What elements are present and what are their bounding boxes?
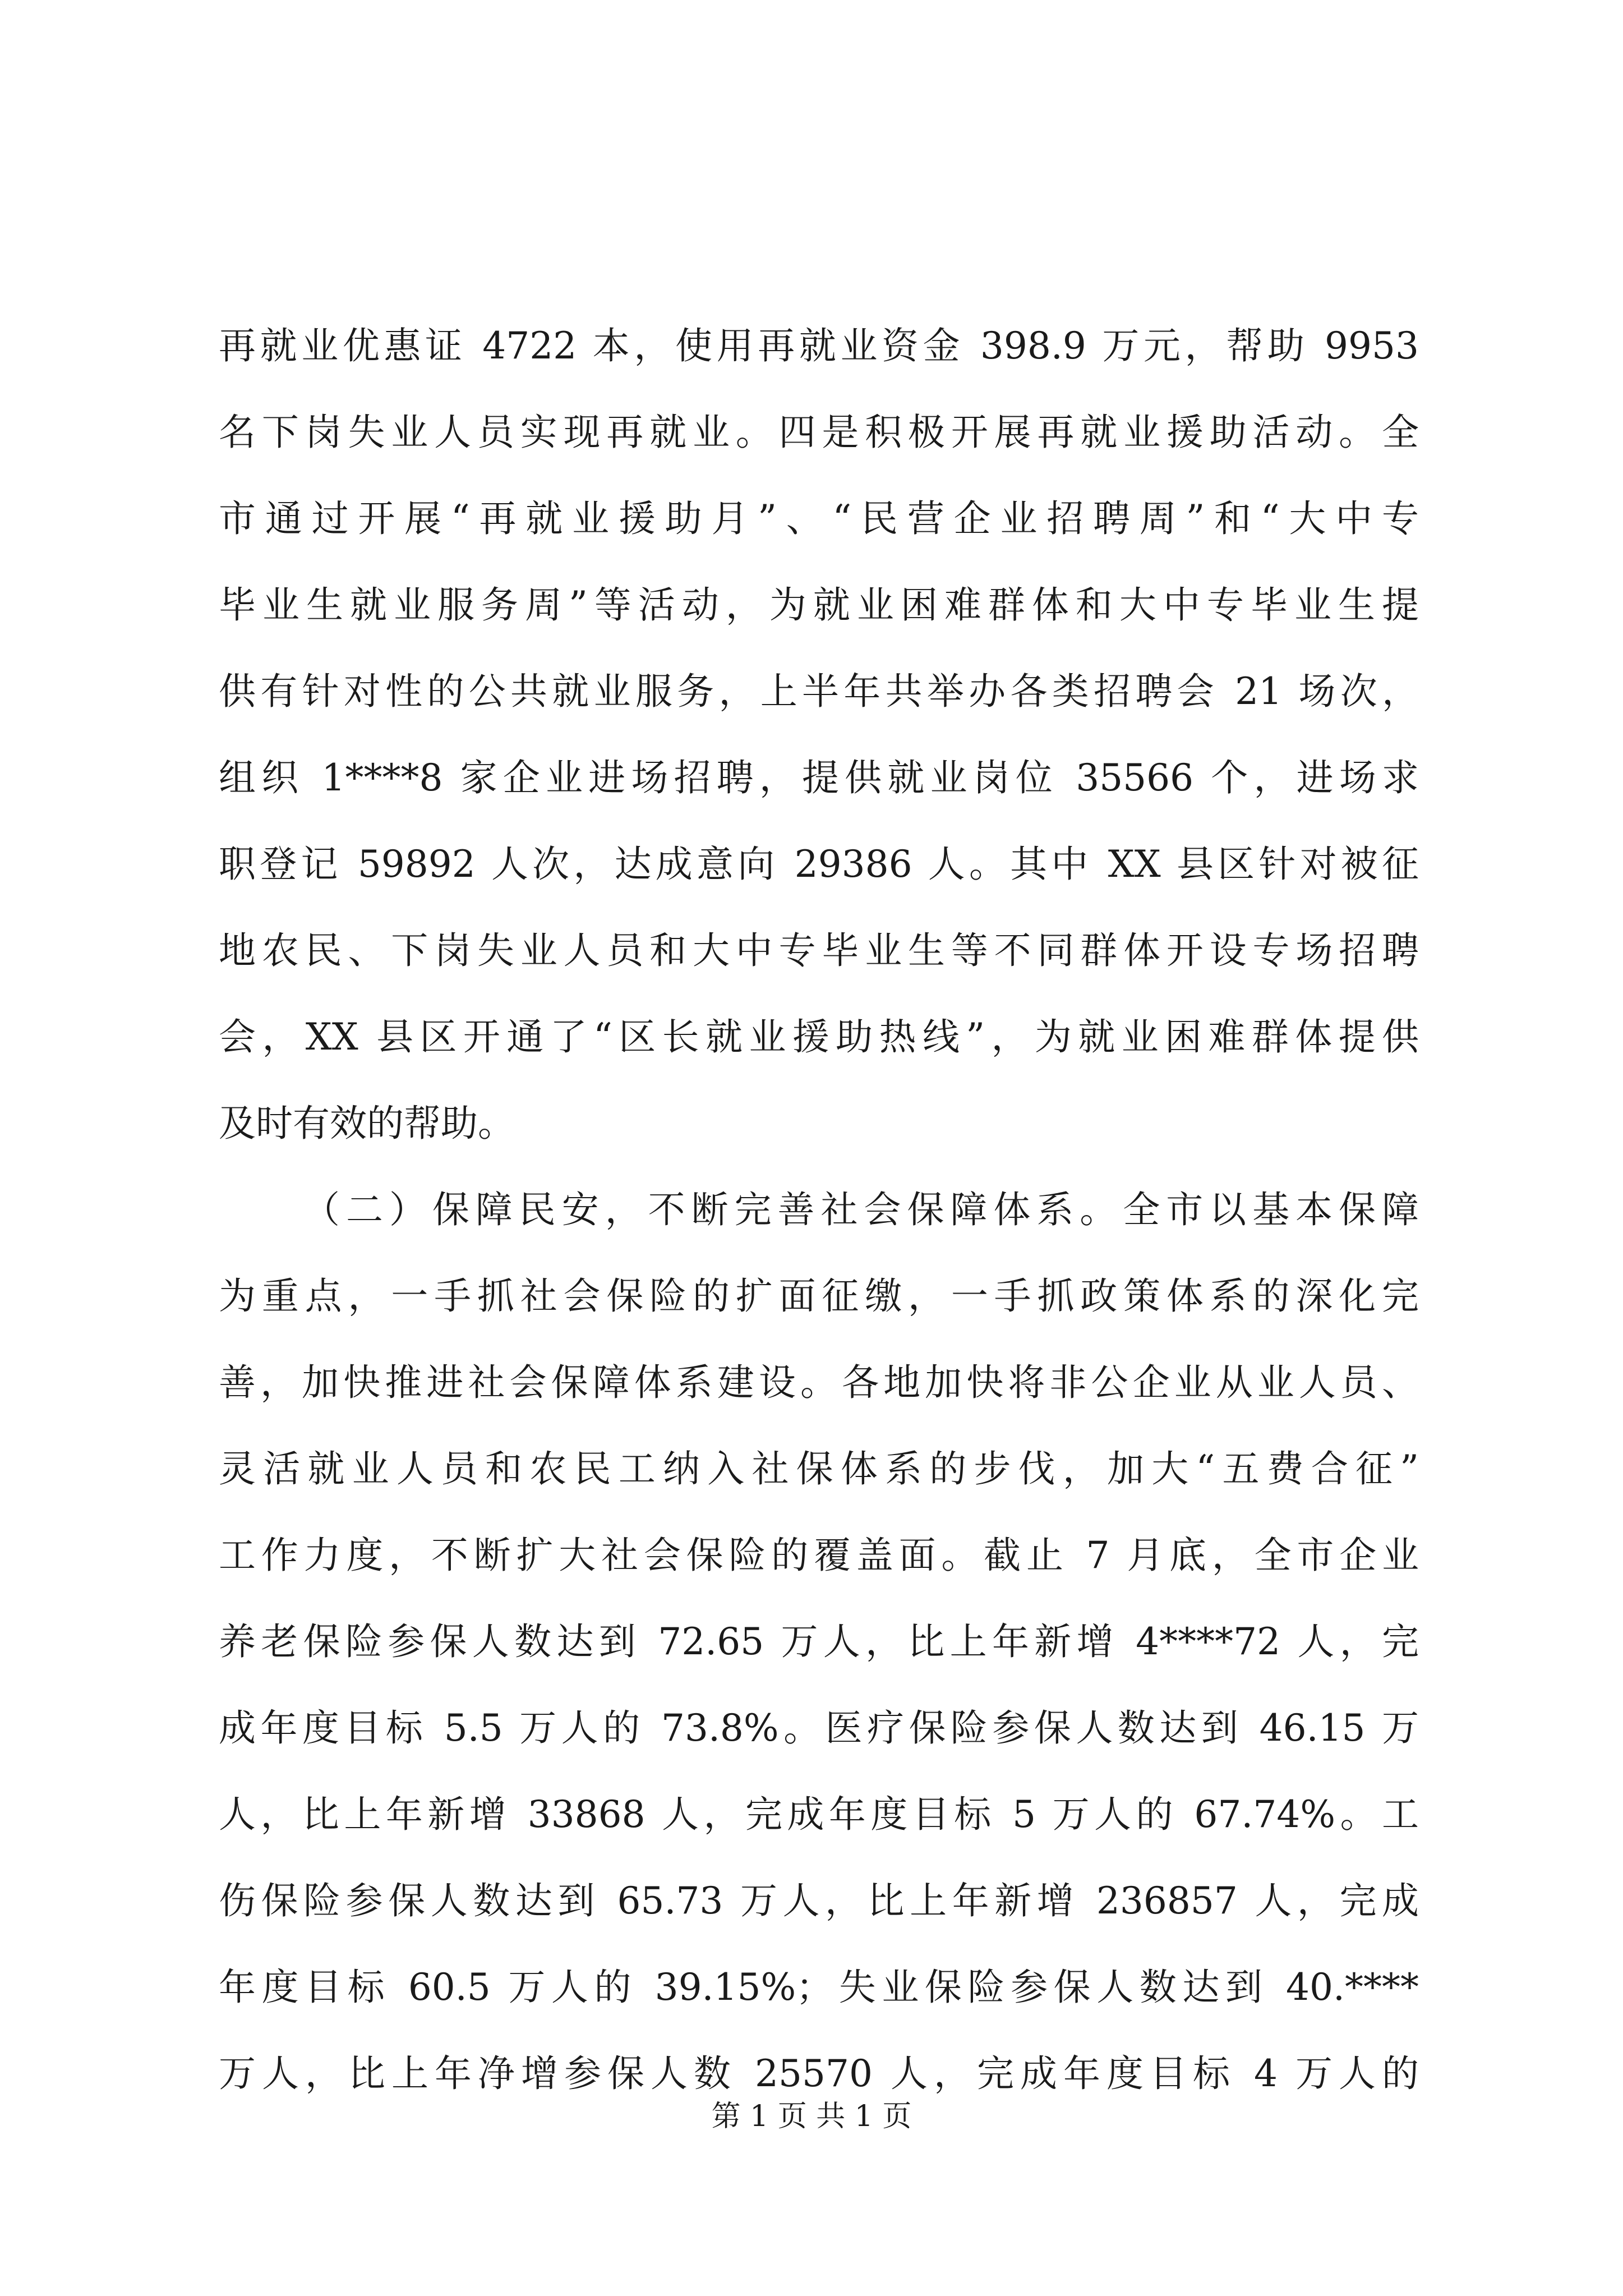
text-line: 供有针对性的公共就业服务，上半年共举办各类招聘会 21 场次， xyxy=(219,670,1419,713)
text-line: 养老保险参保人数达到 72.65 万人，比上年新增 4****72 人，完 xyxy=(219,1620,1419,1663)
text-line: 伤保险参保人数达到 65.73 万人，比上年新增 236857 人，完成 xyxy=(219,1879,1419,1922)
text-line: 年度目标 60.5 万人的 39.15%；失业保险参保人数达到 40.**** xyxy=(219,1966,1419,2009)
section-heading-line: （二）保障民安，不断完善社会保障体系。全市以基本保障 xyxy=(303,1188,1419,1231)
text-line: 为重点，一手抓社会保险的扩面征缴，一手抓政策体系的深化完 xyxy=(219,1274,1419,1318)
body-text xyxy=(219,303,1419,2117)
text-line: 职登记 59892 人次，达成意向 29386 人。其中 XX 县区针对被征 xyxy=(219,843,1419,886)
text-line: 人，比上年新增 33868 人，完成年度目标 5 万人的 67.74%。工 xyxy=(219,1793,1419,1836)
text-line: 工作力度，不断扩大社会保险的覆盖面。截止 7 月底，全市企业 xyxy=(219,1534,1419,1577)
text-line: 组织 1****8 家企业进场招聘，提供就业岗位 35566 个，进场求 xyxy=(219,756,1419,799)
text-line: 万人，比上年净增参保人数 25570 人，完成年度目标 4 万人的 xyxy=(219,2052,1419,2095)
text-line: 灵活就业人员和农民工纳入社保体系的步伐，加大“五费合征” xyxy=(219,1447,1419,1490)
text-line: 毕业生就业服务周”等活动，为就业困难群体和大中专毕业生提 xyxy=(219,583,1419,627)
text-line: 及时有效的帮助。 xyxy=(219,1102,515,1145)
text-line: 名下岗失业人员实现再就业。四是积极开展再就业援助活动。全 xyxy=(219,411,1419,454)
page-footer xyxy=(0,2097,1623,2136)
text-line: 再就业优惠证 4722 本，使用再就业资金 398.9 万元，帮助 9953 xyxy=(219,324,1419,367)
text-line: 地农民、下岗失业人员和大中专毕业生等不同群体开设专场招聘 xyxy=(219,929,1419,972)
text-line: 会，XX 县区开通了“区长就业援助热线”，为就业困难群体提供 xyxy=(219,1015,1419,1059)
text-line: 市通过开展“再就业援助月”、“民营企业招聘周”和“大中专 xyxy=(219,497,1419,540)
page-number-label: 第 1 页 共 1 页 xyxy=(711,2100,912,2133)
text-line: 成年度目标 5.5 万人的 73.8%。医疗保险参保人数达到 46.15 万 xyxy=(219,1706,1419,1750)
text-line: 善，加快推进社会保障体系建设。各地加快将非公企业从业人员、 xyxy=(219,1361,1419,1404)
